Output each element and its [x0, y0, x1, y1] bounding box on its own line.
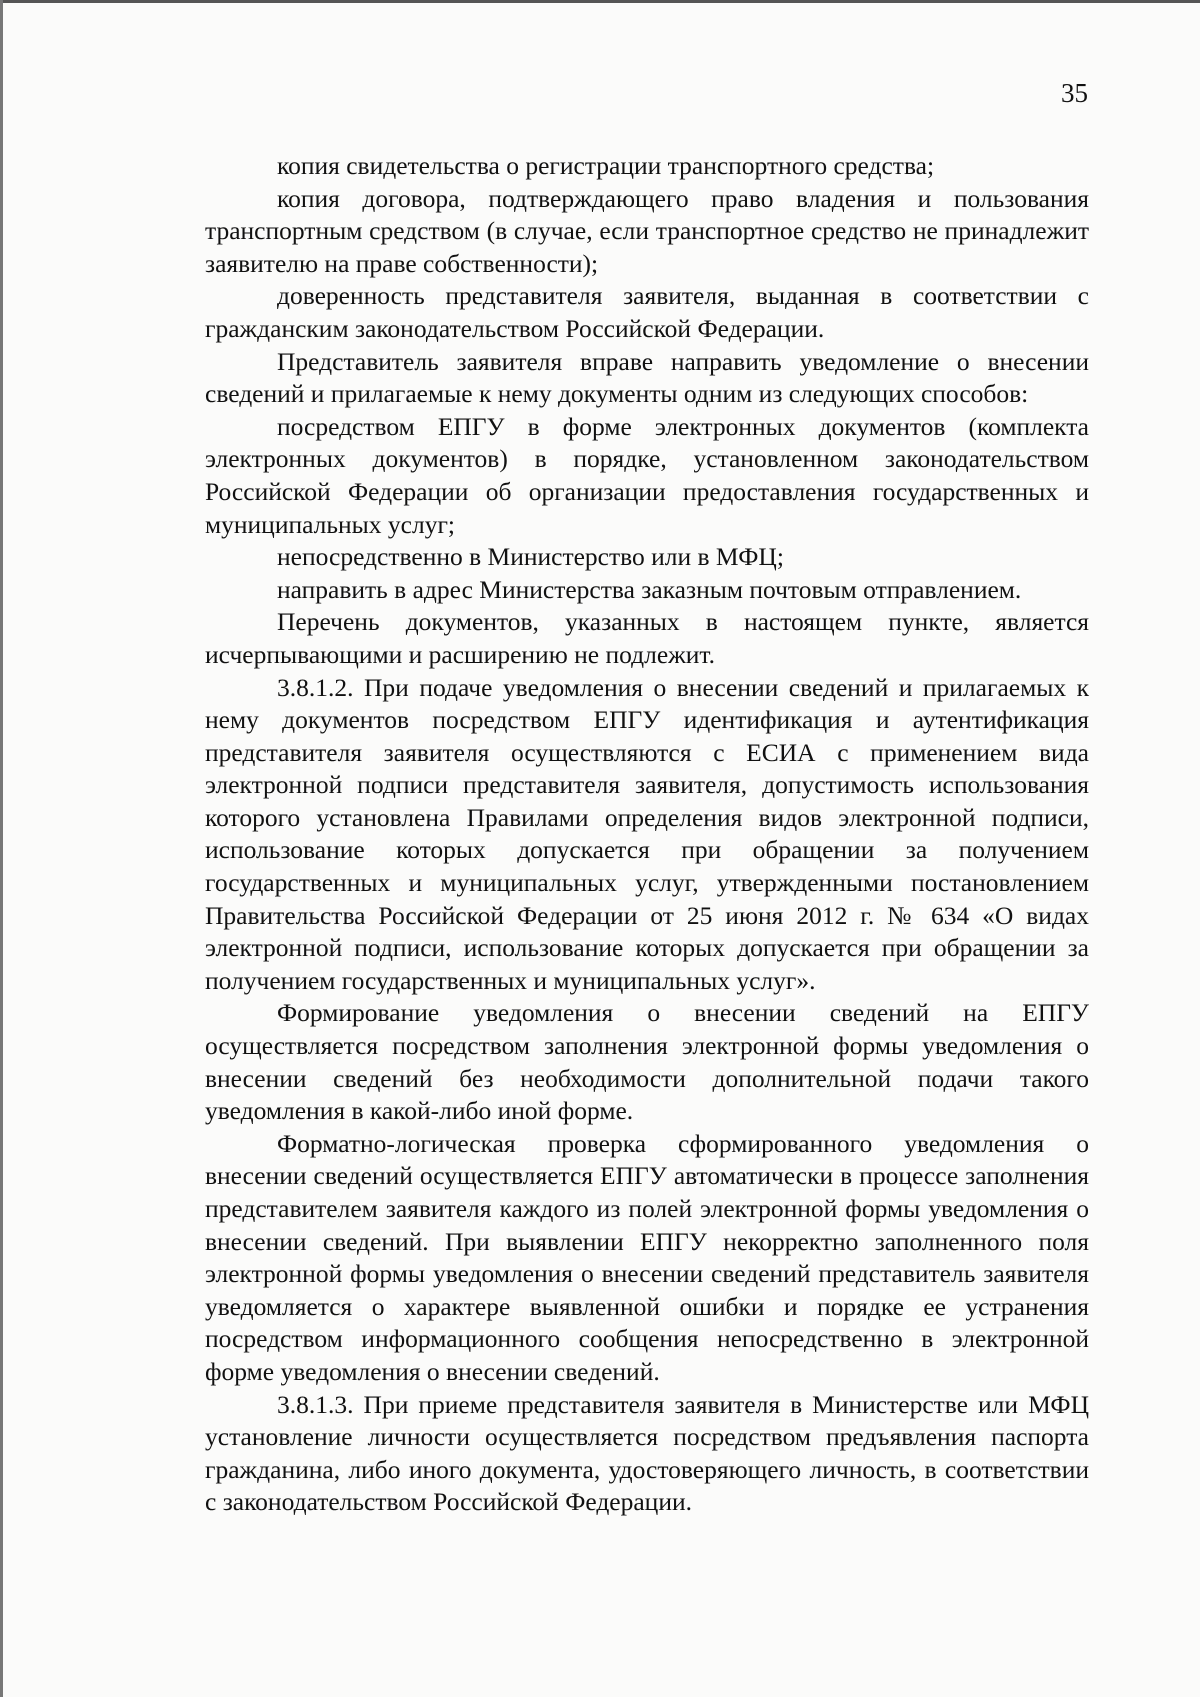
paragraph: копия договора, подтверждающего право владения и пользования транспортным средством (в случае, если транспортное средство не принадлежит заявителю на праве собственности);: [205, 183, 1089, 278]
document-body: [205, 150, 1089, 1519]
page-number: 35: [1061, 78, 1088, 108]
paragraph: доверенность представителя заявителя, выданная в соответствии с гражданским законодательством Российской Федерации.: [205, 281, 1089, 343]
paragraph: 3.8.1.2. При подаче уведомления о внесении сведений и прилагаемых к нему документов посредством ЕПГУ идентификация и аутентификация представителя заявителя осуществляются с ЕСИА с применением вида электронной подписи представителя заявителя, допустимость использования которого установлена Правилами определения видов электронной подписи, использование которых допускается при обращении за получением государственных и муниципальных услуг, утвержденными постановлением Правительства Российской Федерации от 25 июня 2012 г. № 634 «О видах электронной подписи, использование которых допускается при обращении за получением государственных и муниципальных услуг».: [205, 672, 1089, 995]
scan-edge-left: [0, 0, 3, 1697]
paragraph: 3.8.1.3. При приеме представителя заявителя в Министерстве или МФЦ установление личности осуществляется посредством предъявления паспорта гражданина, либо иного документа, удостоверяющего личность, в соответствии с законодательством Российской Федерации.: [205, 1389, 1089, 1517]
paragraph: Представитель заявителя вправе направить уведомление о внесении сведений и прилагаемые к нему документы одним из следующих способов:: [205, 346, 1089, 409]
paragraph: непосредственно в Министерство или в МФЦ;: [277, 542, 784, 572]
paragraph: Формирование уведомления о внесении сведений на ЕПГУ осуществляется посредством заполнения электронной формы уведомления о внесении сведений без необходимости дополнительной подачи такого уведомления в какой-либо иной форме.: [205, 998, 1089, 1126]
paragraph: Перечень документов, указанных в настоящем пункте, является исчерпывающими и расширению не подлежит.: [205, 607, 1089, 669]
scan-edge-top: [0, 0, 1200, 3]
paragraph: посредством ЕПГУ в форме электронных документов (комплекта электронных документов) в порядке, установленном законодательством Российской Федерации об организации предоставления государственных и муниципальных услуг;: [205, 411, 1089, 539]
paragraph: Форматно-логическая проверка сформированного уведомления о внесении сведений осуществляется ЕПГУ автоматически в процессе заполнения представителем заявителя каждого из полей электронной формы уведомления о внесении сведений. При выявлении ЕПГУ некорректно заполненного поля электронной формы уведомления о внесении сведений представитель заявителя уведомляется о характере выявленной ошибки и порядке ее устранения посредством информационного сообщения непосредственно в электронной форме уведомления о внесении сведений.: [205, 1128, 1089, 1386]
paragraph: направить в адрес Министерства заказным почтовым отправлением.: [277, 574, 1022, 604]
paragraph: копия свидетельства о регистрации транспортного средства;: [277, 151, 935, 180]
